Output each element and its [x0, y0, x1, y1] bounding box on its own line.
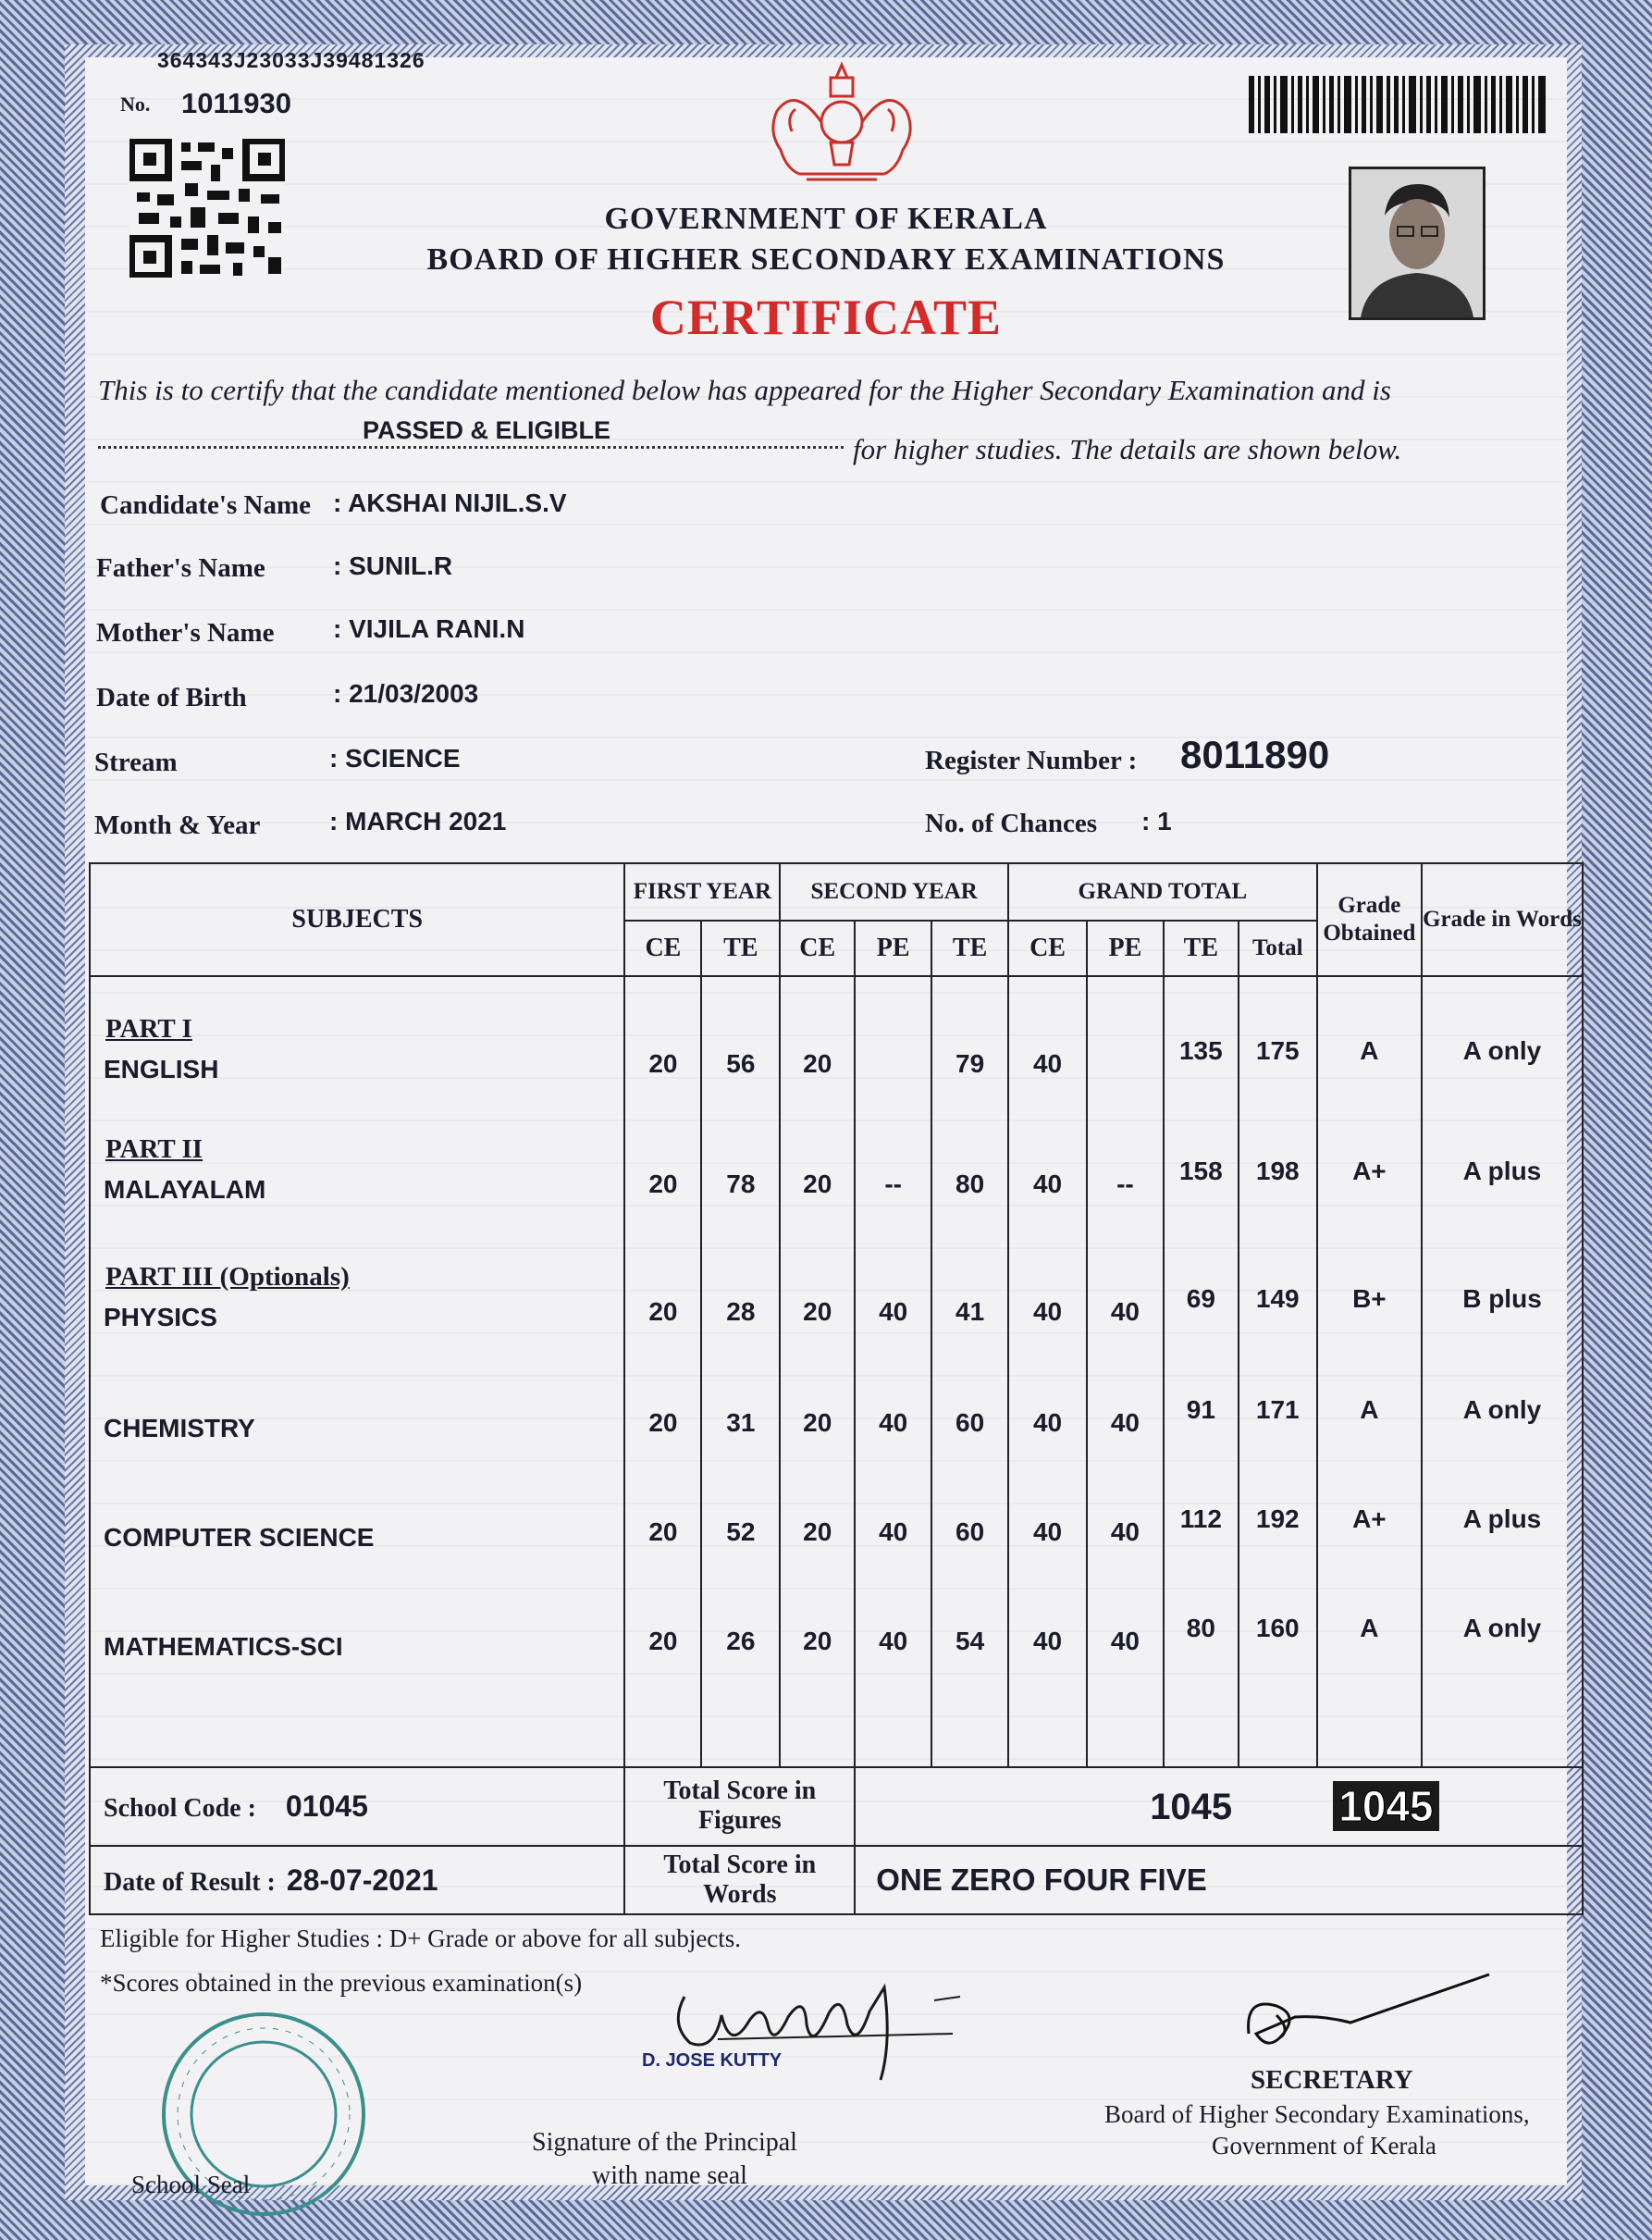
state-emblem-icon [758, 57, 925, 185]
mark-total: 171 [1255, 1395, 1300, 1424]
eligibility-note: Eligible for Higher Studies : D+ Grade or above for all subjects. [100, 1924, 742, 1952]
subject-part-label: PART III (Optionals) [105, 1262, 350, 1292]
total-figures-stamp: 1045 [1333, 1781, 1438, 1831]
principal-signature-label-1: Signature of the Principal [532, 2128, 797, 2157]
mark-words: A only [1462, 1395, 1542, 1424]
subject-part-label: PART I [105, 1014, 192, 1044]
mark-total: 149 [1255, 1284, 1300, 1313]
mark-fy-te: 31 [726, 1408, 756, 1437]
col-grade-words: Grade in Words [1422, 863, 1583, 976]
mother-name: : VIJILA RANI.N [333, 614, 525, 643]
total-words-cell [855, 1846, 1583, 1914]
col-grand-total: GRAND TOTAL [1008, 863, 1317, 921]
result-date-label: Date of Result : [104, 1867, 276, 1897]
col-gt-te: TE [1164, 921, 1239, 976]
mark-grade: A [1360, 1395, 1379, 1424]
dob: : 21/03/2003 [333, 679, 479, 708]
subject-name: CHEMISTRY [104, 1414, 255, 1442]
secretary-board-1: Board of Higher Secondary Examinations, [1104, 2100, 1530, 2128]
col-gt-ce: CE [1008, 921, 1087, 976]
mark-gt-te: 80 [1186, 1614, 1215, 1642]
mark-fy-ce: 20 [648, 1627, 678, 1655]
mark-grade: A [1360, 1614, 1379, 1642]
mark-gt-ce: 40 [1032, 1517, 1063, 1546]
mark-gt-ce: 40 [1032, 1627, 1063, 1655]
mark-total: 198 [1255, 1157, 1300, 1185]
mark-sy-te: 41 [955, 1297, 985, 1326]
previous-scores-note: *Scores obtained in the previous examination(s) [100, 1969, 583, 1997]
certificate-no: 1011930 [181, 87, 291, 119]
father-name: : SUNIL.R [333, 551, 453, 580]
mark-fy-te: 26 [726, 1627, 756, 1655]
mark-sy-pe: 40 [879, 1297, 908, 1326]
col-fy-te: TE [701, 921, 780, 976]
mark-sy-pe: 40 [879, 1517, 908, 1546]
mark-sy-ce: 20 [803, 1517, 832, 1546]
register-number: 8011890 [1180, 733, 1330, 776]
stream-label: Stream [94, 748, 178, 777]
mark-gt-te: 135 [1178, 1036, 1223, 1065]
col-second-year: SECOND YEAR [780, 863, 1008, 921]
principal-signature-icon [666, 1960, 971, 2098]
mark-words: B plus [1462, 1284, 1542, 1313]
total-words-label: Total Score in Words [624, 1846, 855, 1914]
mark-words: A only [1462, 1614, 1542, 1642]
total-figures-label: Total Score in Figures [624, 1767, 855, 1847]
mark-gt-ce: 40 [1032, 1049, 1063, 1078]
statement-line-2: for higher studies. The details are shown below. [853, 433, 1402, 465]
mark-gt-ce: 40 [1032, 1170, 1063, 1198]
mark-gt-pe: 40 [1110, 1627, 1140, 1655]
stream: : SCIENCE [329, 744, 461, 773]
subject-part-label: PART II [105, 1134, 203, 1164]
mark-sy-te: 60 [955, 1408, 985, 1437]
col-sy-te: TE [931, 921, 1008, 976]
subject-name: COMPUTER SCIENCE [104, 1523, 375, 1552]
principal-name-seal: D. JOSE KUTTY [642, 2050, 783, 2071]
mark-fy-te: 78 [726, 1170, 756, 1198]
mark-gt-te: 158 [1178, 1157, 1223, 1185]
mark-fy-ce: 20 [648, 1049, 678, 1078]
register-number-label: Register Number : [925, 746, 1138, 775]
result-status: PASSED & ELIGIBLE [363, 416, 611, 444]
mark-fy-ce: 20 [648, 1297, 678, 1326]
dob-label: Date of Birth [96, 683, 247, 712]
subject-name: MALAYALAM [104, 1175, 266, 1204]
mark-words: A only [1462, 1036, 1542, 1065]
total-figures: 1045 [1150, 1786, 1233, 1827]
certificate-title: CERTIFICATE [649, 290, 1003, 345]
result-date: 28-07-2021 [286, 1863, 438, 1897]
mark-fy-te: 56 [726, 1049, 756, 1078]
mark-gt-te: 112 [1179, 1504, 1222, 1533]
mark-sy-te: 54 [955, 1627, 985, 1655]
mark-sy-ce: 20 [803, 1627, 832, 1655]
mark-gt-ce: 40 [1032, 1408, 1063, 1437]
dotted-line [98, 446, 844, 449]
mark-words: A plus [1462, 1504, 1542, 1533]
mark-sy-pe: 40 [879, 1408, 908, 1437]
school-code-cell [90, 1767, 624, 1847]
col-gt-pe: PE [1087, 921, 1164, 976]
mark-gt-pe: 40 [1110, 1517, 1140, 1546]
mother-name-label: Mother's Name [96, 618, 275, 648]
mark-gt-pe: 40 [1110, 1297, 1140, 1326]
subject-name: PHYSICS [104, 1303, 217, 1331]
principal-signature-label-2: with name seal [592, 2161, 747, 2190]
father-name-label: Father's Name [96, 553, 265, 583]
total-words: ONE ZERO FOUR FIVE [876, 1863, 1207, 1898]
mark-sy-te: 79 [955, 1049, 985, 1078]
marks-table [89, 862, 1584, 1915]
col-subjects: SUBJECTS [90, 863, 624, 976]
mark-gt-pe: 40 [1110, 1408, 1140, 1437]
col-total: Total [1239, 921, 1317, 976]
mark-fy-ce: 20 [648, 1170, 678, 1198]
mark-fy-ce: 20 [648, 1408, 678, 1437]
mark-sy-ce: 20 [803, 1049, 832, 1078]
mark-sy-te: 60 [955, 1517, 985, 1546]
mark-sy-ce: 20 [803, 1297, 832, 1326]
issuer-line-2: BOARD OF HIGHER SECONDARY EXAMINATIONS [426, 242, 1226, 277]
mark-gt-pe: -- [1116, 1170, 1134, 1198]
mark-fy-ce: 20 [648, 1517, 678, 1546]
col-sy-pe: PE [855, 921, 931, 976]
mark-total: 175 [1255, 1036, 1300, 1065]
col-sy-ce: CE [780, 921, 855, 976]
mark-sy-ce: 20 [803, 1408, 832, 1437]
result-date-cell [90, 1846, 624, 1914]
issuer-line-1: GOVERNMENT OF KERALA [604, 202, 1048, 236]
secretary-title: SECRETARY [1251, 2065, 1413, 2095]
subject-name: ENGLISH [104, 1055, 219, 1083]
mark-fy-te: 28 [726, 1297, 756, 1326]
chances: : 1 [1141, 807, 1172, 835]
mark-gt-te: 91 [1186, 1395, 1215, 1424]
school-code-label: School Code : [104, 1793, 256, 1823]
chances-label: No. of Chances [925, 809, 1098, 838]
mark-grade: A [1360, 1036, 1379, 1065]
marks-body [90, 976, 1583, 1767]
month-year-label: Month & Year [94, 811, 261, 840]
col-fy-ce: CE [624, 921, 701, 976]
school-code: 01045 [285, 1788, 368, 1823]
mark-sy-te: 80 [955, 1170, 985, 1198]
mark-total: 160 [1255, 1614, 1300, 1642]
month-year: : MARCH 2021 [329, 807, 507, 835]
serial-code: 364343J23033J39481326 [157, 48, 425, 72]
mark-sy-pe: -- [884, 1170, 902, 1198]
barcode-icon [1249, 76, 1549, 133]
candidate-name-label: Candidate's Name [100, 490, 311, 520]
secretary-signature-icon [1239, 1960, 1498, 2061]
mark-total: 192 [1255, 1504, 1300, 1533]
mark-gt-ce: 40 [1032, 1297, 1063, 1326]
mark-sy-pe: 40 [879, 1627, 908, 1655]
statement-line-1: This is to certify that the candidate mentioned below has appeared for the Higher Secondary Examination and is [98, 374, 1391, 406]
secretary-board-2: Government of Kerala [1212, 2132, 1436, 2160]
mark-fy-te: 52 [726, 1517, 756, 1546]
candidate-name: : AKSHAI NIJIL.S.V [333, 489, 567, 517]
mark-words: A plus [1462, 1157, 1542, 1185]
mark-grade: A+ [1352, 1504, 1387, 1533]
mark-grade: A+ [1352, 1157, 1387, 1185]
mark-sy-ce: 20 [803, 1170, 832, 1198]
certificate-no-label: No. [120, 93, 151, 116]
mark-grade: B+ [1352, 1284, 1387, 1313]
col-grade-obtained: Grade Obtained [1317, 863, 1422, 976]
subject-name: MATHEMATICS-SCI [104, 1632, 343, 1661]
school-seal-label: School Seal [131, 2171, 251, 2198]
total-figures-cell [855, 1767, 1583, 1847]
col-first-year: FIRST YEAR [624, 863, 780, 921]
mark-gt-te: 69 [1186, 1284, 1215, 1313]
